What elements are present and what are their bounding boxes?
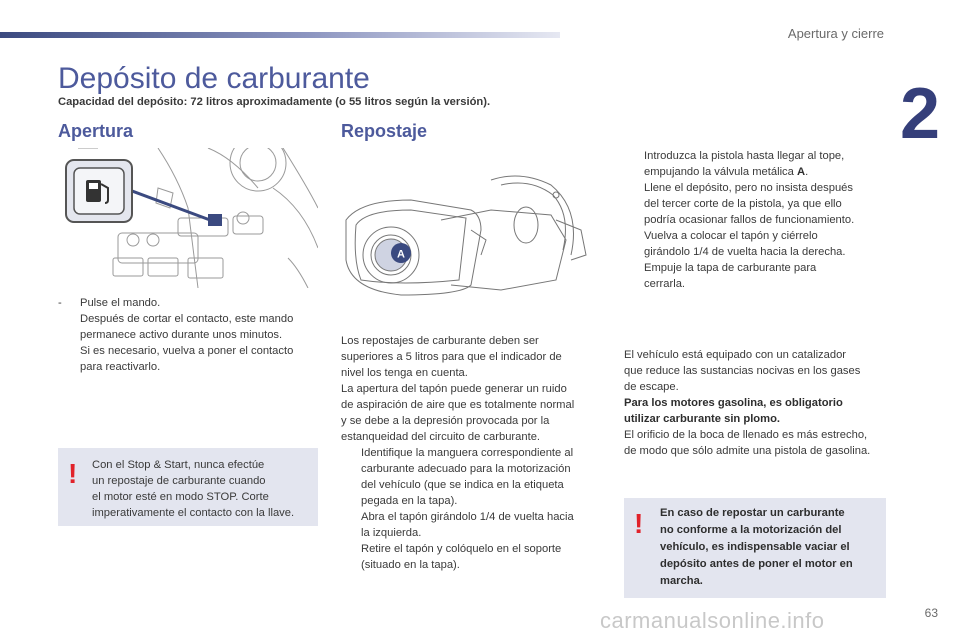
warning-line: vehículo, es indispensable vaciar el [660,541,850,553]
bullet-line: Introduzca la pistola hasta llegar al tope, [644,150,845,162]
list-item [341,509,606,541]
fuel-filler-illustration [341,160,603,320]
intro-line: nivel los tenga en cuenta. [341,367,468,379]
list-item [624,228,889,260]
bullet-line: Retire el tapón y colóquelo en el soporte [361,543,562,555]
step-line: Si es necesario, vuelva a poner el contacto [80,345,294,357]
warning-line: Con el Stop & Start, nunca efectúe [92,459,265,471]
unleaded-line: utilizar carburante sin plomo. [624,413,781,425]
repostaje-right-steps [624,148,889,292]
step-line: Después de cortar el contacto, este mando [80,313,294,325]
bullet-line: Vuelva a colocar el tapón y ciérrelo [644,230,818,242]
intro-line: de aspiración de aire que es totalmente normal [341,399,575,411]
info-line: El vehículo está equipado con un catalizador [624,349,847,361]
bullet-line-text: empujando la válvula metálica [644,166,797,178]
warning-line: un repostaje de carburante cuando [92,475,266,487]
apertura-step [58,295,328,375]
bullet-line: Abra el tapón girándolo 1/4 de vuelta hacia [361,511,574,523]
step-line: permanece activo durante unos minutos. [80,329,283,341]
valve-suffix: . [805,166,809,178]
catalyst-info [624,347,894,459]
list-item [624,180,889,228]
warning-line: no conforme a la motorización del [660,524,842,536]
warning-line: el motor esté en modo STOP. Corte [92,491,269,503]
bullet-line: podría ocasionar fallos de funcionamiento. [644,214,855,226]
intro-line: superiores a 5 litros para que el indicador de [341,351,562,363]
info-line: de escape. [624,381,679,393]
section-name: Apertura y cierre [787,26,884,41]
capacity-note: Capacidad del depósito: 72 litros aproximadamente (o 55 litros según la versión). [58,96,491,108]
bullet-line: pegada en la tapa). [361,495,458,507]
step-line: para reactivarlo. [80,361,161,373]
apertura-heading: Apertura [58,121,134,141]
callout-a: A [397,248,405,261]
info-line: El orificio de la boca de llenado es más estrecho, [624,429,868,441]
list-item [624,148,889,180]
dashboard-illustration [58,148,318,288]
intro-line: La apertura del tapón puede generar un ruido [341,383,567,395]
warning-line: depósito antes de poner el motor en [660,558,853,570]
info-line: de modo que sólo admite una pistola de gasolina. [624,445,871,457]
watermark: carmanualsonline.info [600,608,825,633]
bullet-line [644,164,889,180]
exclamation-icon: ! [68,458,78,489]
bullet-line: del vehículo (que se indica en la etiqueta [361,479,564,491]
unleaded-line: Para los motores gasolina, es obligatorio [624,397,843,409]
step-line: Pulse el mando. [80,297,161,309]
list-item [341,541,606,573]
page-number: 63 [924,606,938,620]
exclamation-icon: ! [634,508,644,539]
step-dash: - [58,297,62,309]
bullet-line: Identifique la manguera correspondiente al [361,447,574,459]
bullet-line: carburante adecuado para la motorización [361,463,571,475]
list-item [341,445,606,509]
bullet-line: la izquierda. [361,527,422,539]
header-bar [0,32,560,38]
bullet-line: (situado en la tapa). [361,559,460,571]
bullet-line: Llene el depósito, pero no insista después [644,182,853,194]
bullet-line: Empuje la tapa de carburante para [644,262,817,274]
valve-ref: A [796,166,806,178]
info-line: que reduce las sustancias nocivas en los gases [624,365,861,377]
fuel-warning [624,498,886,598]
intro-line: y se debe a la depresión provocada por la [341,415,550,427]
bullet-line: girándolo 1/4 de vuelta hacia la derecha. [644,246,846,258]
page-title: Depósito de carburante [58,62,370,95]
info-line [624,395,894,411]
list-item [624,260,889,292]
stop-start-warning [58,448,318,526]
warning-text [92,457,314,521]
bullet-line: cerrarla. [644,278,686,290]
warning-line: imperativamente el contacto con la llave. [92,507,295,519]
repostaje-heading: Repostaje [341,121,428,141]
intro-line: Los repostajes de carburante deben ser [341,335,539,347]
warning-text [660,505,882,590]
intro-line: estanqueidad del circuito de carburante. [341,431,541,443]
warning-line: marcha. [660,575,703,587]
chapter-number: 2 [899,74,940,154]
repostaje-left-text [341,333,606,573]
info-line [624,411,894,427]
warning-line: En caso de repostar un carburante [660,507,845,519]
bullet-line: del tercer corte de la pistola, ya que ello [644,198,842,210]
